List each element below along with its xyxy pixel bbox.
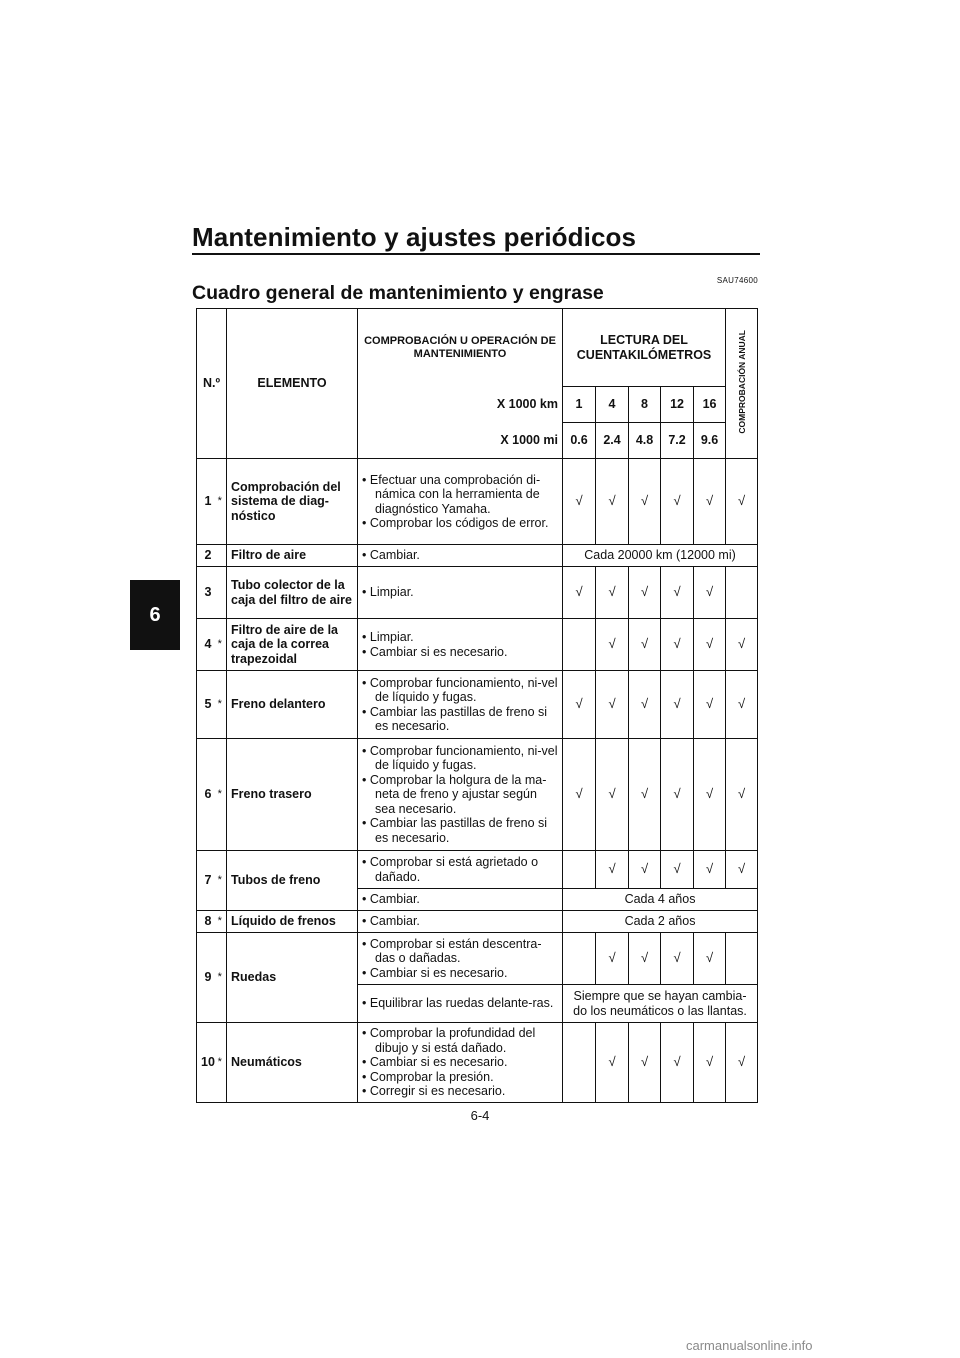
maintenance-table bbox=[196, 308, 758, 1103]
interval-note: Cada 20000 km (12000 mi) bbox=[563, 545, 758, 567]
check-mark: √ bbox=[726, 459, 758, 545]
check-mark: √ bbox=[694, 1023, 726, 1103]
check-mark: √ bbox=[629, 619, 661, 671]
check-mark: √ bbox=[563, 567, 596, 619]
check-mark: √ bbox=[596, 619, 629, 671]
watermark: carmanualsonline.info bbox=[686, 1338, 813, 1353]
row-item: Filtro de aire de la caja de la correa trapezoidal bbox=[227, 619, 358, 671]
section-code: SAU74600 bbox=[716, 276, 758, 285]
row-action: • Comprobar la profundidad del dibujo y si está dañado. bbox=[362, 1026, 558, 1055]
check-mark: √ bbox=[629, 1023, 661, 1103]
table-row bbox=[197, 459, 758, 545]
check-mark: √ bbox=[563, 671, 596, 739]
check-mark: √ bbox=[563, 739, 596, 851]
row-item: Neumáticos bbox=[227, 1023, 358, 1103]
check-mark: √ bbox=[694, 459, 726, 545]
header-check: COMPROBACIÓN U OPERACIÓN DE MANTENIMIENTO bbox=[358, 309, 563, 387]
row-action: • Limpiar. bbox=[362, 585, 558, 600]
header-odometer: LECTURA DEL CUENTAKILÓMETROS bbox=[563, 309, 726, 387]
check-mark: √ bbox=[596, 851, 629, 889]
dealer-mark: * bbox=[214, 933, 227, 1023]
row-number: 2 bbox=[197, 545, 214, 567]
table-row bbox=[197, 933, 758, 985]
check-mark: √ bbox=[661, 1023, 694, 1103]
check-mark: √ bbox=[726, 671, 758, 739]
row-item: Freno delantero bbox=[227, 671, 358, 739]
check-mark: √ bbox=[596, 459, 629, 545]
row-action: • Equilibrar las ruedas delante-ras. bbox=[362, 996, 558, 1011]
dealer-mark: * bbox=[214, 619, 227, 671]
check-mark: √ bbox=[596, 567, 629, 619]
row-number: 9 bbox=[197, 933, 214, 1023]
check-mark: √ bbox=[629, 851, 661, 889]
row-item: Ruedas bbox=[227, 933, 358, 1023]
row-action: • Cambiar las pastillas de freno si es necesario. bbox=[362, 705, 558, 734]
row-action: • Comprobar la presión. bbox=[362, 1070, 558, 1085]
row-action: • Cambiar si es necesario. bbox=[362, 966, 558, 981]
table-row bbox=[197, 739, 758, 851]
header-mi-5: 9.6 bbox=[694, 423, 726, 459]
page-title: Mantenimiento y ajustes periódicos bbox=[192, 222, 637, 252]
header-annual: COMPROBACIÓN ANUAL bbox=[736, 329, 747, 434]
section-title: Cuadro general de mantenimiento y engrase bbox=[192, 282, 604, 304]
check-mark: √ bbox=[661, 567, 694, 619]
header-rule bbox=[192, 253, 760, 255]
check-mark: √ bbox=[694, 671, 726, 739]
header-km-1: 1 bbox=[563, 387, 596, 423]
check-mark: √ bbox=[629, 459, 661, 545]
row-number: 8 bbox=[197, 911, 214, 933]
interval-note: Cada 2 años bbox=[563, 911, 758, 933]
check-mark: √ bbox=[661, 933, 694, 985]
check-mark: √ bbox=[661, 739, 694, 851]
check-mark: √ bbox=[629, 933, 661, 985]
dealer-mark: * bbox=[214, 671, 227, 739]
row-item: Freno trasero bbox=[227, 739, 358, 851]
row-number: 1 bbox=[197, 459, 214, 545]
row-action: • Efectuar una comprobación di-námica con la herramienta de diagnóstico Yamaha. bbox=[362, 473, 558, 517]
check-mark: √ bbox=[726, 619, 758, 671]
row-action: • Comprobar los códigos de error. bbox=[362, 516, 558, 531]
interval-note: Siempre que se hayan cambia-do los neumáticos o las llantas. bbox=[563, 985, 758, 1023]
check-mark: √ bbox=[596, 933, 629, 985]
header-mi-label: X 1000 mi bbox=[358, 423, 563, 459]
check-mark: √ bbox=[596, 671, 629, 739]
header-km-4: 4 bbox=[596, 387, 629, 423]
row-action: • Cambiar las pastillas de freno si es necesario. bbox=[362, 816, 558, 845]
check-mark: √ bbox=[694, 933, 726, 985]
header-item: ELEMENTO bbox=[227, 309, 358, 459]
row-action: • Cambiar si es necesario. bbox=[362, 645, 558, 660]
table-row bbox=[197, 619, 758, 671]
row-number: 10 bbox=[197, 1023, 214, 1103]
dealer-mark: * bbox=[214, 739, 227, 851]
dealer-mark: * bbox=[214, 851, 227, 911]
row-action: • Cambiar. bbox=[362, 892, 558, 907]
row-action: • Cambiar. bbox=[362, 548, 558, 563]
row-number: 6 bbox=[197, 739, 214, 851]
row-action: • Cambiar si es necesario. bbox=[362, 1055, 558, 1070]
check-mark: √ bbox=[661, 851, 694, 889]
row-item: Filtro de aire bbox=[227, 545, 358, 567]
row-item: Líquido de frenos bbox=[227, 911, 358, 933]
row-action: • Comprobar la holgura de la ma-neta de freno y ajustar según sea necesario. bbox=[362, 773, 558, 817]
check-mark: √ bbox=[661, 459, 694, 545]
header-mi-2: 2.4 bbox=[596, 423, 629, 459]
header-no: N.º bbox=[197, 309, 227, 459]
row-action: • Comprobar funcionamiento, ni-vel de líquido y fugas. bbox=[362, 744, 558, 773]
header-km-16: 16 bbox=[694, 387, 726, 423]
row-item: Tubo colector de la caja del filtro de aire bbox=[227, 567, 358, 619]
check-mark: √ bbox=[726, 851, 758, 889]
check-mark: √ bbox=[629, 739, 661, 851]
check-mark: √ bbox=[726, 739, 758, 851]
row-action: • Corregir si es necesario. bbox=[362, 1084, 558, 1099]
row-action: • Limpiar. bbox=[362, 630, 558, 645]
table-row bbox=[197, 671, 758, 739]
check-mark: √ bbox=[629, 671, 661, 739]
check-mark: √ bbox=[661, 671, 694, 739]
page-number: 6-4 bbox=[470, 1108, 490, 1123]
header-km-8: 8 bbox=[629, 387, 661, 423]
row-number: 3 bbox=[197, 567, 214, 619]
check-mark: √ bbox=[694, 567, 726, 619]
row-action: • Cambiar. bbox=[362, 914, 558, 929]
table-row bbox=[197, 567, 758, 619]
header-mi-1: 0.6 bbox=[563, 423, 596, 459]
table-row bbox=[197, 1023, 758, 1103]
check-mark: √ bbox=[694, 851, 726, 889]
chapter-tab: 6 bbox=[130, 580, 180, 650]
header-km-12: 12 bbox=[661, 387, 694, 423]
dealer-mark: * bbox=[214, 1023, 227, 1103]
row-item: Tubos de freno bbox=[227, 851, 358, 911]
check-mark: √ bbox=[629, 567, 661, 619]
row-action: • Comprobar funcionamiento, ni-vel de líquido y fugas. bbox=[362, 676, 558, 705]
header-mi-3: 4.8 bbox=[629, 423, 661, 459]
check-mark: √ bbox=[694, 619, 726, 671]
check-mark: √ bbox=[726, 1023, 758, 1103]
dealer-mark: * bbox=[214, 911, 227, 933]
table-row bbox=[197, 851, 758, 889]
row-number: 5 bbox=[197, 671, 214, 739]
row-item: Comprobación del sistema de diag-nóstico bbox=[227, 459, 358, 545]
row-action: • Comprobar si está agrietado o dañado. bbox=[362, 855, 558, 884]
dealer-mark: * bbox=[214, 459, 227, 545]
check-mark: √ bbox=[596, 739, 629, 851]
table-row bbox=[197, 545, 758, 567]
check-mark: √ bbox=[661, 619, 694, 671]
row-action: • Comprobar si están descentra-das o dañadas. bbox=[362, 937, 558, 966]
check-mark: √ bbox=[694, 739, 726, 851]
interval-note: Cada 4 años bbox=[563, 889, 758, 911]
check-mark: √ bbox=[596, 1023, 629, 1103]
header-mi-4: 7.2 bbox=[661, 423, 694, 459]
check-mark: √ bbox=[563, 459, 596, 545]
row-number: 7 bbox=[197, 851, 214, 911]
row-number: 4 bbox=[197, 619, 214, 671]
table-row bbox=[197, 911, 758, 933]
header-km-label: X 1000 km bbox=[358, 387, 563, 423]
